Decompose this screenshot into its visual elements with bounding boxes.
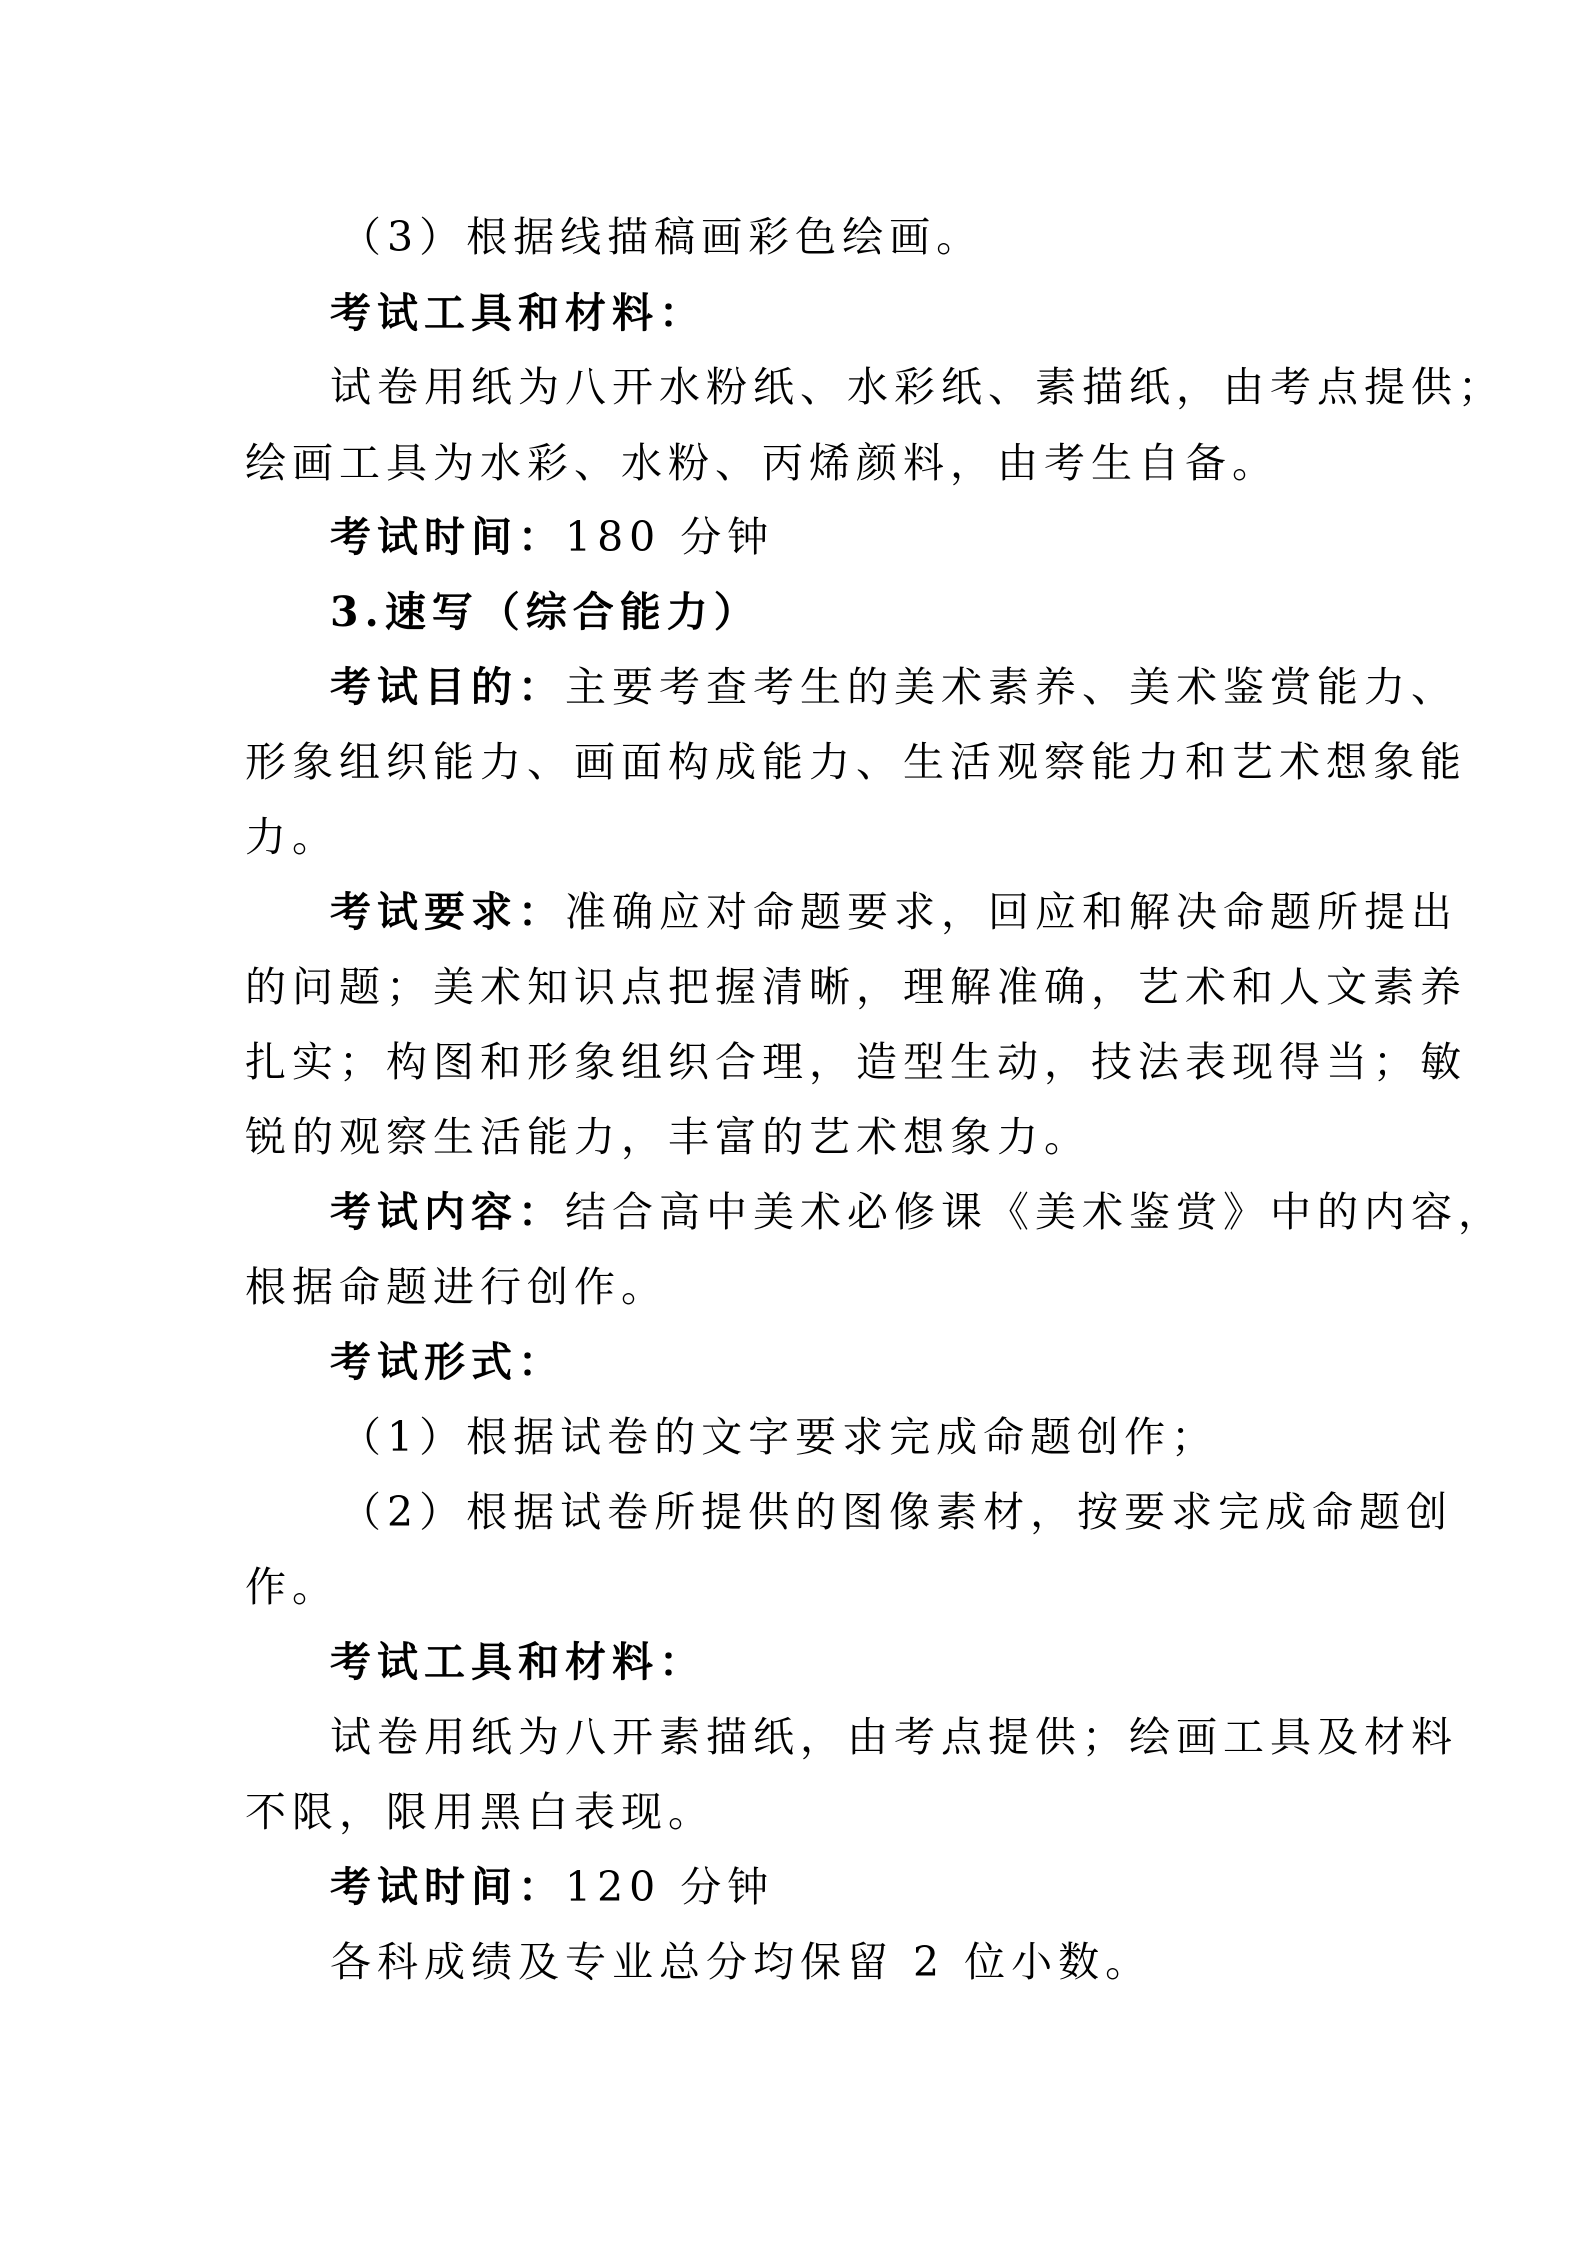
exam-time-2-label: 考试时间： xyxy=(330,1863,565,1911)
requirements-label: 考试要求： xyxy=(330,888,565,936)
paragraph-tools-2-line-1: 试卷用纸为八开素描纸，由考点提供；绘画工具及材料 xyxy=(330,1713,1458,1761)
exam-time-2-value: 120 分钟 xyxy=(565,1863,775,1911)
content-label: 考试内容： xyxy=(330,1188,565,1236)
paragraph-step-3: （3）根据线描稿画彩色绘画。 xyxy=(340,213,984,261)
requirements-line-2: 的问题；美术知识点把握清晰，理解准确，艺术和人文素养 xyxy=(245,963,1467,1011)
exam-time-1-label: 考试时间： xyxy=(330,513,565,561)
content-line-1 xyxy=(330,1187,1505,1237)
goal-line-1 xyxy=(330,662,1458,712)
paragraph-tools-1-line-1: 试卷用纸为八开水粉纸、水彩纸、素描纸，由考点提供； xyxy=(330,363,1505,411)
exam-time-1 xyxy=(330,512,774,562)
heading-tools-materials-1: 考试工具和材料： xyxy=(330,289,706,337)
section-3-title: 速写（综合能力） xyxy=(384,588,761,636)
heading-tools-materials-2: 考试工具和材料： xyxy=(330,1638,706,1686)
goal-line-2: 形象组织能力、画面构成能力、生活观察能力和艺术想象能 xyxy=(245,738,1467,786)
requirements-line-4: 锐的观察生活能力，丰富的艺术想象力。 xyxy=(245,1113,1091,1161)
requirements-line-3: 扎实；构图和形象组织合理，造型生动，技法表现得当；敏 xyxy=(245,1038,1467,1086)
paragraph-tools-1-line-2: 绘画工具为水彩、水粉、丙烯颜料，由考生自备。 xyxy=(245,439,1279,487)
goal-line-3: 力。 xyxy=(245,813,339,861)
content-text-1: 结合高中美术必修课《美术鉴赏》中的内容， xyxy=(565,1188,1505,1236)
form-item-1: （1）根据试卷的文字要求完成命题创作； xyxy=(340,1413,1219,1461)
goal-label: 考试目的： xyxy=(330,663,565,711)
exam-time-1-value: 180 分钟 xyxy=(565,513,775,561)
exam-time-2 xyxy=(330,1862,774,1912)
form-heading: 考试形式： xyxy=(330,1338,565,1386)
section-3-number: 3. xyxy=(330,588,385,636)
paragraph-tools-2-line-2: 不限，限用黑白表现。 xyxy=(245,1788,715,1836)
form-item-2-line-2: 作。 xyxy=(245,1563,339,1611)
section-3-heading xyxy=(330,587,761,637)
score-note: 各科成绩及专业总分均保留 2 位小数。 xyxy=(330,1938,1153,1986)
requirements-line-1 xyxy=(330,887,1458,937)
content-line-2: 根据命题进行创作。 xyxy=(245,1263,668,1311)
form-item-2-line-1: （2）根据试卷所提供的图像素材，按要求完成命题创 xyxy=(340,1488,1454,1536)
goal-text-1: 主要考查考生的美术素养、美术鉴赏能力、 xyxy=(565,663,1458,711)
requirements-text-1: 准确应对命题要求，回应和解决命题所提出 xyxy=(565,888,1458,936)
